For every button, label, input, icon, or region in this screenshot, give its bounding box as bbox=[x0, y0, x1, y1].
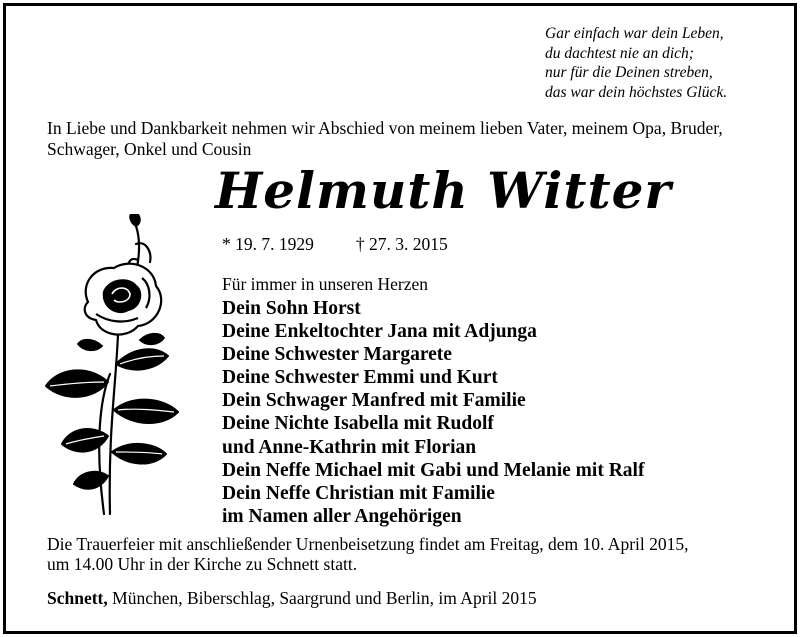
poem-line: du dachtest nie an dich; bbox=[545, 44, 694, 62]
service-text bbox=[47, 534, 767, 574]
service-line: Die Trauerfeier mit anschließender Urnenbeisetzung findet am Freitag, dem 10. April 2015, bbox=[47, 534, 689, 554]
death-date: † 27. 3. 2015 bbox=[355, 234, 448, 254]
intro-text: In Liebe und Dankbarkeit nehmen wir Abschied von meinem lieben Vater, meinem Opa, Bruder, Schwager, Onkel und Cousin bbox=[47, 118, 723, 159]
family-line: Dein Neffe Michael mit Gabi und Melanie mit Ralf bbox=[222, 459, 645, 481]
family-line: Dein Sohn Horst bbox=[222, 298, 361, 319]
deceased-name: Helmuth Witter bbox=[215, 161, 672, 220]
life-dates bbox=[222, 233, 448, 255]
service-line: um 14.00 Uhr in der Kirche zu Schnett statt. bbox=[47, 554, 358, 574]
poem-line: das war dein höchstes Glück. bbox=[545, 83, 728, 101]
family-line: Deine Schwester Emmi und Kurt bbox=[222, 367, 498, 389]
rose-icon bbox=[38, 214, 208, 534]
family-line: Deine Nichte Isabella mit Rudolf bbox=[222, 413, 494, 435]
family-line: Deine Schwester Margarete bbox=[222, 344, 452, 366]
family-line: und Anne-Kathrin mit Florian bbox=[222, 436, 477, 458]
heart-line: Für immer in unseren Herzen bbox=[222, 274, 429, 294]
family-line: Dein Neffe Christian mit Familie bbox=[222, 482, 495, 504]
family-line: Deine Enkeltochter Jana mit Adjunga bbox=[222, 321, 537, 343]
place-town: Schnett, bbox=[47, 588, 108, 608]
family-line: Dein Schwager Manfred mit Familie bbox=[222, 390, 526, 412]
poem bbox=[545, 24, 780, 102]
poem-line: nur für die Deinen streben, bbox=[545, 64, 713, 81]
family-line: im Namen aller Angehörigen bbox=[222, 505, 462, 527]
place-line bbox=[47, 587, 537, 609]
poem-line: Gar einfach war dein Leben, bbox=[545, 25, 724, 42]
family-list bbox=[222, 297, 762, 528]
birth-date: * 19. 7. 1929 bbox=[222, 234, 314, 254]
place-rest: München, Biberschlag, Saargrund und Berlin, im April 2015 bbox=[107, 588, 537, 608]
